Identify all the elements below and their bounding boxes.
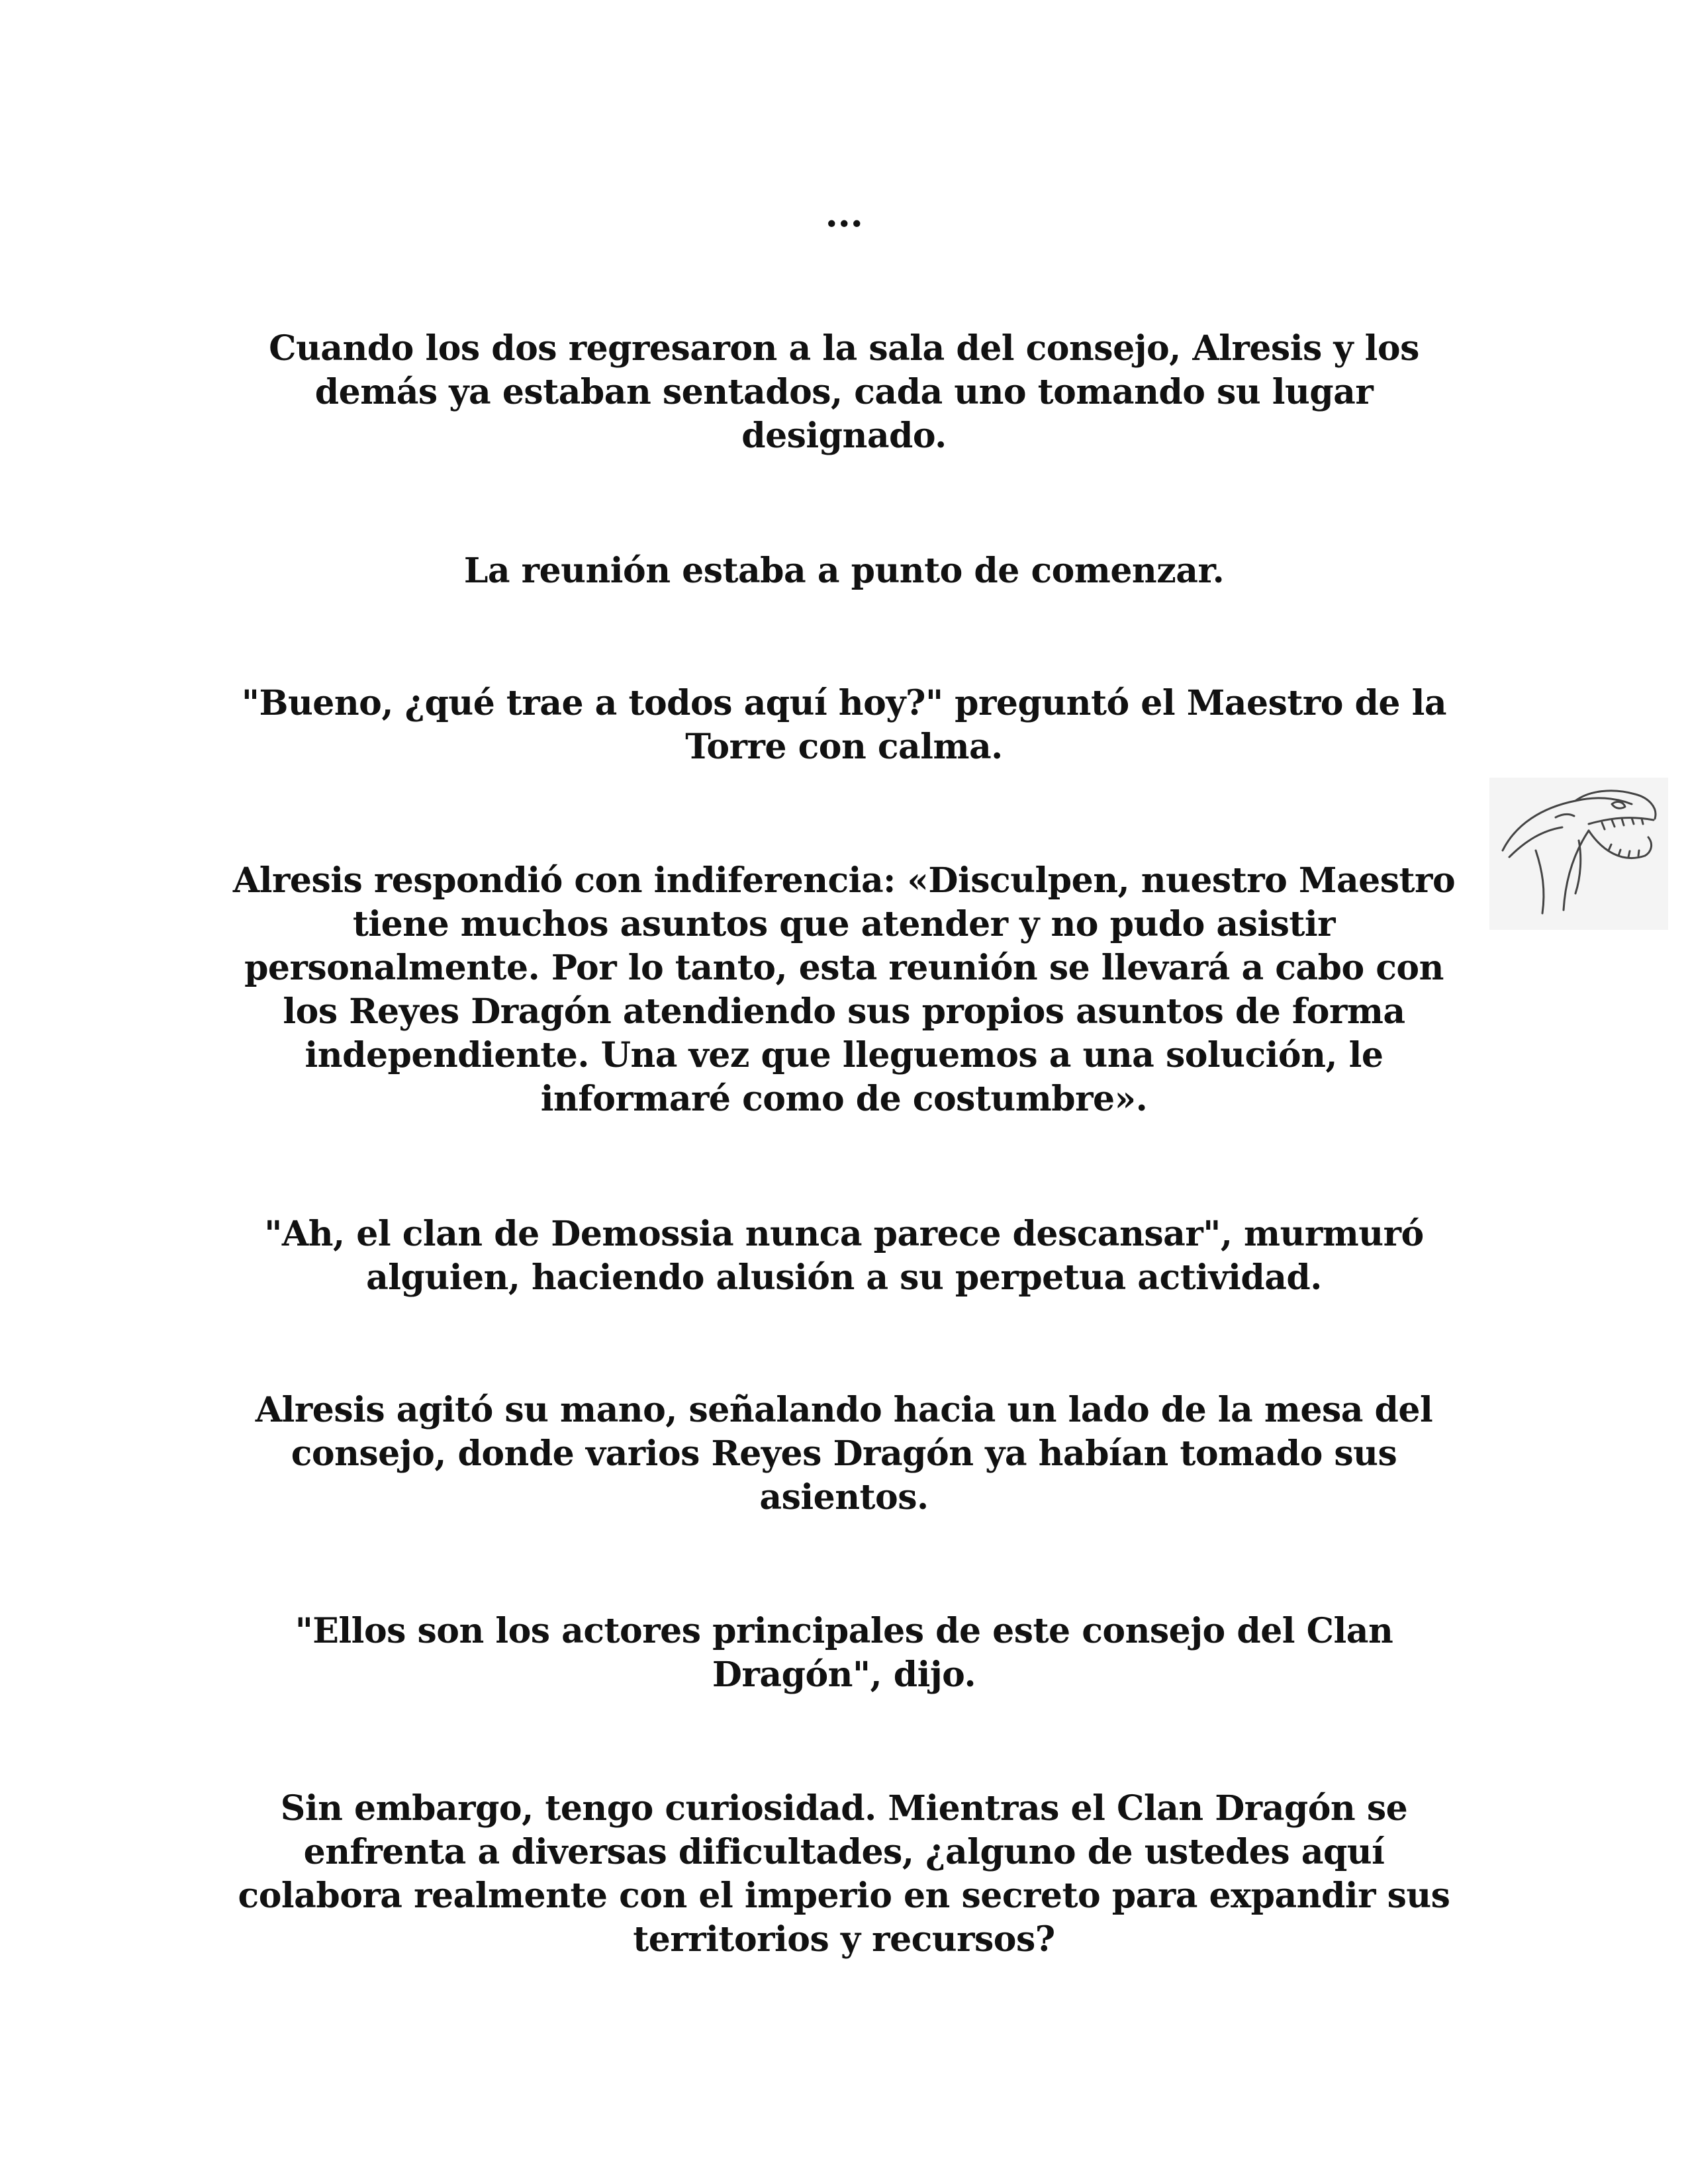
paragraph-2: La reunión estaba a punto de comenzar. [463, 551, 1225, 591]
paragraph-8: Sin embargo, tengo curiosidad. Mientras el Clan Dragón se enfrenta a diversas dificultades, ¿alguno de ustedes aquí colabora realmente con el imperio en secreto para expandir sus territorios y recursos? [238, 1788, 1450, 1960]
paragraph-5: "Ah, el clan de Demossia nunca parece descansar", murmuró alguien, haciendo alusión a su perpetua actividad. [264, 1214, 1424, 1298]
paragraph-6: Alresis agitó su mano, señalando hacia un lado de la mesa del consejo, donde varios Reyes Dragón ya habían tomado sus asientos. [255, 1390, 1433, 1518]
dinosaur-head-sketch-icon [1489, 778, 1668, 930]
paragraph-4: Alresis respondió con indiferencia: «Disculpen, nuestro Maestro tiene muchos asuntos que atender y no pudo asistir personalmente. Por lo tanto, esta reunión se llevará a cabo con los Reyes Dragón atendiendo sus propios asuntos de forma independiente. Una vez que lleguemos a una solución, le informaré como de costumbre». [232, 860, 1456, 1119]
paragraph-7: "Ellos son los actores principales de este consejo del Clan Dragón", dijo. [295, 1611, 1393, 1695]
section-break-ellipsis: ... [825, 192, 863, 236]
paragraph-1: Cuando los dos regresaron a la sala del consejo, Alresis y los demás ya estaban sentados, cada uno tomando su lugar designado. [269, 328, 1419, 456]
paragraph-3: "Bueno, ¿qué trae a todos aquí hoy?" preguntó el Maestro de la Torre con calma. [241, 683, 1447, 767]
